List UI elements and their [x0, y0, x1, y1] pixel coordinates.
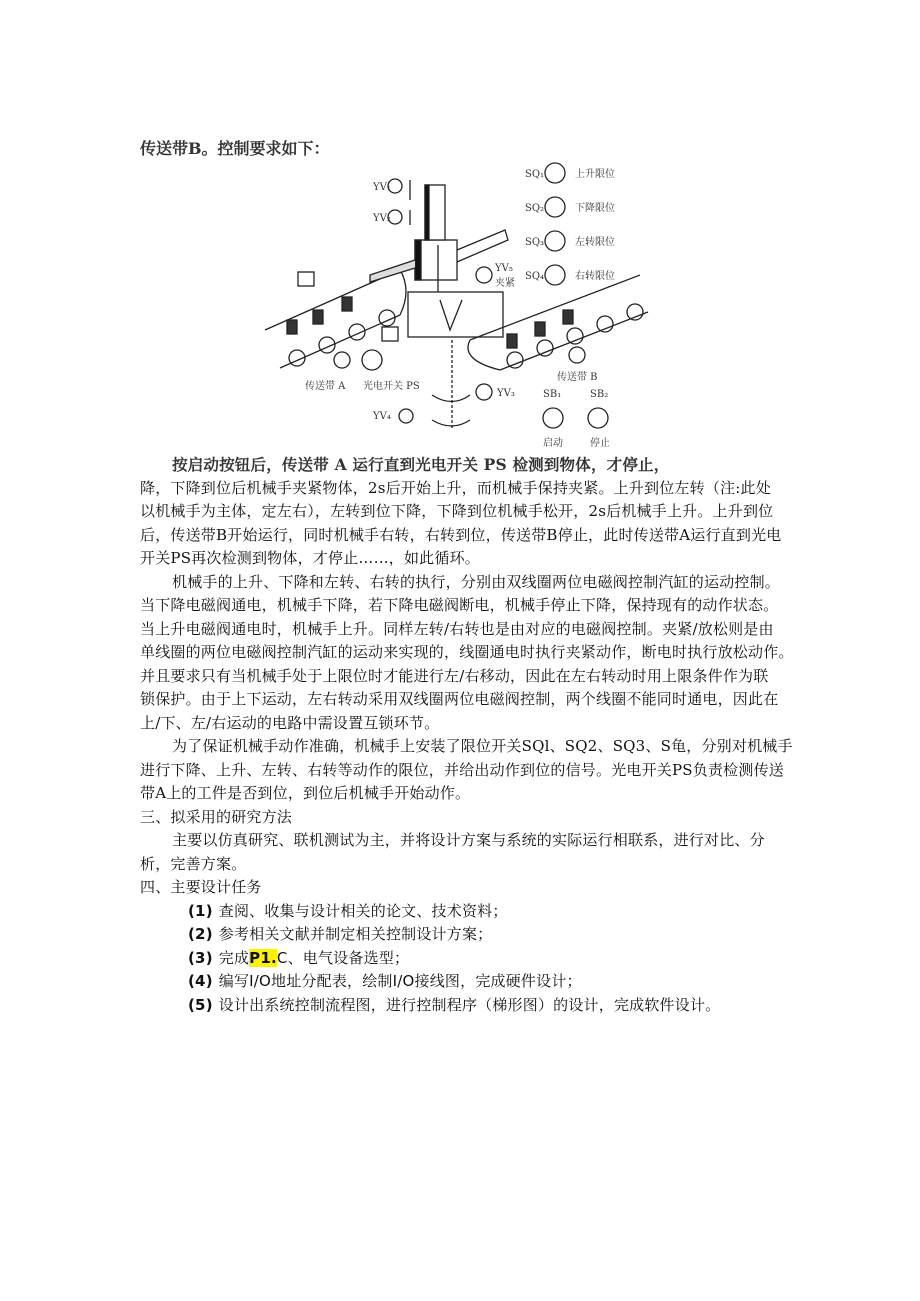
paragraph-line: 主要以仿真研究、联机测试为主，并将设计方案与系统的实际运行相联系，进行对比、分 [172, 831, 765, 849]
highlighted-text: P1. [249, 949, 277, 967]
task-item [188, 994, 720, 1015]
label-sq2: SQ₂ [525, 203, 545, 214]
task-item [188, 970, 582, 991]
section-3-title: 三、拟采用的研究方法 [140, 808, 293, 826]
label-sq4: SQ₄ [525, 271, 545, 282]
label-belt-b: 传送带 B [557, 372, 598, 383]
label-belt-a: 传送带 A [305, 381, 346, 392]
label-yv3: YV₃ [497, 388, 515, 399]
task-number: (3) [188, 949, 213, 967]
label-yv2: YV₂ [373, 213, 391, 224]
label-clamp: 夹紧 [495, 278, 515, 289]
label-ps: 光电开关 PS [363, 381, 420, 392]
task-number: (5) [188, 996, 213, 1014]
paragraph-line: 为了保证机械手动作准确，机械手上安装了限位开关SQl、SQ2、SQ3、S龟，分别对机械手 [172, 737, 793, 755]
paragraph-line: 锁保护。由于上下运动，左右转动采用双线圈两位电磁阀控制，两个线圈不能同时通电，因此在 [140, 690, 779, 708]
task-text: 查阅、收集与设计相关的论文、技术资料； [218, 902, 508, 920]
rotate-arrows [432, 395, 470, 426]
section-4-title: 四、主要设计任务 [140, 878, 262, 896]
paragraph-line: 当下降电磁阀通电，机械手下降，若下降电磁阀断电，机械手停止下降，保持现有的动作状态。 [140, 596, 779, 614]
arm-extension [370, 260, 415, 282]
label-start: 启动 [543, 438, 563, 449]
label-lower-limit: 下降限位 [575, 203, 615, 214]
task-text: 参考相关文献并制定相关控制设计方案； [218, 925, 493, 943]
belt-a-shape [265, 270, 406, 368]
paragraph-line: 以机械手为主体，定左右），左转到位下降，下降到位机械手松开，2s后机械手上升。上升到位 [140, 502, 774, 520]
label-right-limit: 右转限位 [575, 271, 615, 282]
task-item [188, 900, 508, 921]
task-number: (2) [188, 925, 213, 943]
label-yv1: YV₁ [373, 182, 391, 193]
paragraph-line: 后，传送带B开始运行，同时机械手右转，右转到位，传送带B停止，此时传送带A运行直到光电 [140, 526, 782, 544]
paragraph-line: 并且要求只有当机械手处于上限位时才能进行左/右移动，因此在左右转动时用上限条件作为联 [140, 667, 769, 685]
label-stop: 停止 [590, 438, 610, 449]
paragraph-line: 上/下、左/右运动的电路中需设置互锁环节。 [140, 714, 440, 732]
arm-rail [457, 230, 508, 262]
task-number: (1) [188, 902, 213, 920]
task-item [188, 947, 409, 968]
task-text: 编写I/O地址分配表，绘制I/O接线图，完成硬件设计； [218, 972, 582, 990]
task-number: (4) [188, 972, 213, 990]
paragraph-line: 带A上的工件是否到位，到位后机械手开始动作。 [140, 784, 471, 802]
paragraph-line: 降，下降到位后机械手夹紧物体，2s后开始上升，而机械手保持夹紧。上升到位左转（注:此处 [140, 479, 771, 497]
robot-arm-diagram [0, 0, 920, 460]
belt-b-rollers [507, 304, 643, 368]
paragraph-line: 机械手的上升、下降和左转、右转的执行，分别由双线圈两位电磁阀控制汽缸的运动控制。 [172, 573, 781, 591]
label-upper-limit: 上升限位 [575, 169, 615, 180]
label-yv4: YV₄ [373, 411, 391, 422]
label-left-limit: 左转限位 [575, 237, 615, 248]
paragraph-line: 按启动按钮后，传送带 A 运行直到光电开关 PS 检测到物体，才停止， [172, 455, 670, 474]
label-sb1: SB₁ [543, 389, 562, 400]
label-sq3: SQ₃ [525, 237, 545, 248]
paragraph-line: 当上升电磁阀通电时，机械手上升。同样左转/右转也是由对应的电磁阀控制。夹紧/放松则是由 [140, 620, 774, 638]
task-text: 完成 [218, 949, 250, 967]
section-heading: 传送带B。控制要求如下： [140, 139, 330, 158]
label-sb2: SB₂ [590, 389, 609, 400]
task-text: C、电气设备选型； [276, 949, 410, 967]
ps-sensor-shape [298, 272, 314, 286]
belt-a-rollers [289, 310, 395, 366]
label-sq1: SQ₁ [525, 169, 545, 180]
paragraph-line: 单线圈的两位电磁阀控制汽缸的运动来实现的，线圈通电时执行夹紧动作，断电时执行放松动作。 [140, 643, 794, 661]
label-yv5: YV₅ [495, 263, 513, 274]
paragraph-line: 开关PS再次检测到物体，才停止……，如此循环。 [140, 549, 480, 567]
paragraph-line: 进行下降、上升、左转、右转等动作的限位，并给出动作到位的信号。光电开关PS负责检测传送 [140, 761, 784, 779]
task-item [188, 923, 492, 944]
task-text: 设计出系统控制流程图，进行控制程序（梯形图）的设计，完成软件设计。 [218, 996, 721, 1014]
paragraph-line: 析，完善方案。 [140, 855, 247, 873]
